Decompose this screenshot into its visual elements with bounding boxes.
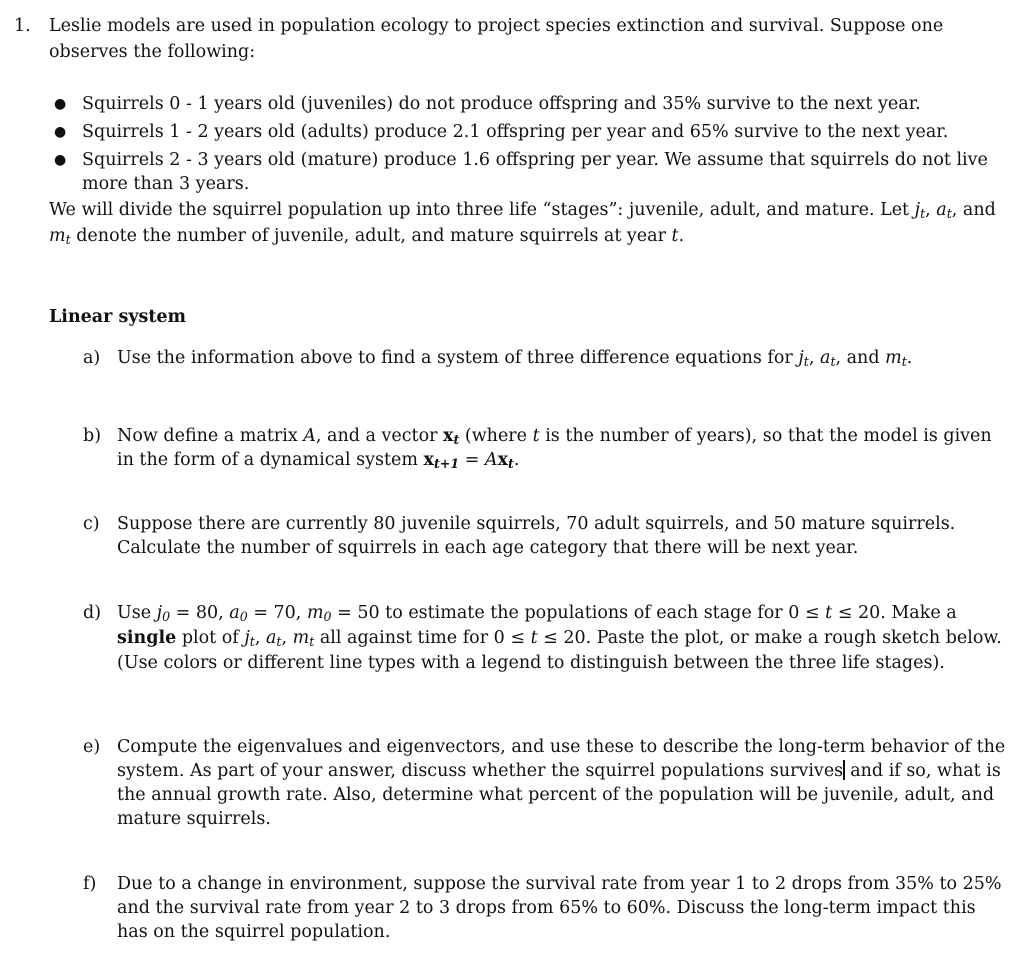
item-d-line-3: (Use colors or different line types with a legend to distinguish between the three life stages). bbox=[117, 653, 945, 673]
item-d-eq-2: = 70, bbox=[247, 603, 307, 623]
item-c-line-2: Calculate the number of squirrels in each age category that there will be next year. bbox=[117, 538, 859, 558]
problem-number: 1. bbox=[14, 16, 31, 36]
item-a-label: a) bbox=[83, 348, 101, 368]
item-d-eq-3: = 50 to estimate the populations of each stage for 0 ≤ bbox=[331, 603, 826, 623]
item-a-text: Use the information above to find a system of three difference equations for $j_t$, $a_t$, and $m_t$. bbox=[117, 348, 913, 370]
item-f-line-1: Due to a change in environment, suppose the survival rate from year 1 to 2 drops from 35% to 25% bbox=[117, 874, 1002, 894]
item-e-line-1: Compute the eigenvalues and eigenvectors, and use these to describe the long-term behavior of the bbox=[117, 737, 1006, 757]
section-heading: Linear system bbox=[49, 307, 187, 327]
intro-line-2: observes the following: bbox=[49, 42, 256, 62]
var-a-t: $a_t$ bbox=[265, 628, 282, 650]
item-b-line-1-pre: Now define a matrix bbox=[117, 426, 304, 446]
item-b-line-1-mid2: (where bbox=[459, 426, 533, 446]
var-m-t: $m_t$ bbox=[292, 628, 315, 650]
item-d-line-2-mid: all against time for 0 ≤ bbox=[314, 628, 531, 648]
item-d-eq-1: = 80, bbox=[170, 603, 230, 623]
item-c-label: c) bbox=[83, 514, 100, 534]
var-m-t: $m_t$ bbox=[49, 226, 71, 248]
item-d-single: single bbox=[117, 628, 177, 648]
item-b-line-2: in the form of a dynamical system $x_{t+1} = Ax_t$. bbox=[117, 450, 520, 472]
bullet-marker: ● bbox=[54, 152, 67, 168]
item-b-line-2-end: . bbox=[513, 450, 520, 470]
item-b-line-2-pre: in the form of a dynamical system bbox=[117, 450, 424, 470]
var-t: t bbox=[530, 628, 538, 648]
var-j-t: $j_t$ bbox=[914, 200, 926, 222]
bullet-mature-cont: more than 3 years. bbox=[82, 174, 250, 194]
item-b-line-1-post: is the number of years), so that the model is given bbox=[539, 426, 992, 446]
item-d-line-2: single plot of $j_t$, $a_t$, $m_t$ all against time for 0 ≤ t ≤ 20. Paste the plot, or make a rough sketch below. bbox=[117, 628, 1002, 650]
bullet-adults: Squirrels 1 - 2 years old (adults) produce 2.1 offspring per year and 65% survive to the next year. bbox=[82, 122, 949, 142]
item-a-text-pre: Use the information above to find a system of three difference equations for bbox=[117, 348, 799, 368]
var-t: t bbox=[671, 226, 679, 246]
bullet-mature: Squirrels 2 - 3 years old (mature) produce 1.6 offspring per year. We assume that squirrels do not live bbox=[82, 150, 988, 170]
item-e-line-2 bbox=[117, 759, 1001, 784]
item-d-label: d) bbox=[83, 603, 102, 623]
item-d-line-1-pre: Use bbox=[117, 603, 157, 623]
var-t: t bbox=[825, 603, 833, 623]
divide-line-2 bbox=[49, 224, 684, 249]
var-x-t: $x_t$ bbox=[443, 426, 460, 448]
item-f-line-2: and the survival rate from year 2 to 3 drops from 65% to 60%. Discuss the long-term impact this bbox=[117, 898, 976, 918]
item-d-line-2-post: ≤ 20. Paste the plot, or make a rough sketch below. bbox=[537, 628, 1002, 648]
item-e-line-2-post: and if so, what is bbox=[844, 761, 1001, 781]
item-e-line-4: mature squirrels. bbox=[117, 809, 271, 829]
var-A: A bbox=[484, 450, 498, 470]
divide-line-1: We will divide the squirrel population up into three life “stages”: juvenile, adult, and mature. Let $j_t$, $a_t$, and bbox=[49, 200, 996, 222]
bullet-juveniles: Squirrels 0 - 1 years old (juveniles) do not produce offspring and 35% survive to the next year. bbox=[82, 94, 921, 114]
item-d-line-1-post: ≤ 20. Make a bbox=[832, 603, 957, 623]
var-m-0: m0 bbox=[306, 603, 332, 625]
var-m-t: $m_t$ bbox=[885, 348, 907, 370]
var-a-t: $a_t$ bbox=[820, 348, 836, 370]
var-t: t bbox=[532, 426, 540, 446]
var-x-t-plus-1: $x_{t+1}$ bbox=[423, 450, 460, 472]
var-a-t: $a_t$ bbox=[936, 200, 952, 222]
item-a-end: . bbox=[906, 348, 913, 368]
item-a-and: , and bbox=[835, 348, 886, 368]
var-j-t: $j_t$ bbox=[244, 628, 255, 650]
bullet-marker: ● bbox=[54, 96, 67, 112]
item-e-line-3: the annual growth rate. Also, determine what percent of the population will be juvenile, adult, and bbox=[117, 785, 995, 805]
item-b-line-1-mid: , and a vector bbox=[315, 426, 444, 446]
divide-line-1-text: We will divide the squirrel population up into three life “stages”: juvenile, adult, and mature. Let bbox=[49, 200, 915, 220]
var-x-t: $x_t$ bbox=[497, 450, 514, 472]
item-e-line-2-pre: system. As part of your answer, discuss whether the squirrel populations survives bbox=[117, 761, 844, 781]
var-A: A bbox=[303, 426, 316, 446]
var-j-0: j0 bbox=[156, 603, 171, 625]
item-d-line-2-pre: plot of bbox=[176, 628, 245, 648]
item-d-line-1 bbox=[117, 601, 957, 626]
item-f-label: f) bbox=[83, 874, 97, 894]
item-f-line-3: has on the squirrel population. bbox=[117, 922, 391, 942]
item-b-label: b) bbox=[83, 426, 102, 446]
item-b-line-1 bbox=[117, 424, 992, 449]
divide-line-1-end: , and bbox=[951, 200, 996, 220]
item-c-line-1: Suppose there are currently 80 juvenile squirrels, 70 adult squirrels, and 50 mature squirrels. bbox=[117, 514, 956, 534]
bullet-marker: ● bbox=[54, 124, 67, 140]
item-e-label: e) bbox=[83, 737, 101, 757]
var-j-t: $j_t$ bbox=[798, 348, 809, 370]
divide-line-2-end: . bbox=[678, 226, 685, 246]
intro-line-1: Leslie models are used in population ecology to project species extinction and survival. Suppose one bbox=[49, 16, 944, 36]
divide-line-2-text: denote the number of juvenile, adult, and mature squirrels at year bbox=[70, 226, 672, 246]
var-a-0: a0 bbox=[229, 603, 248, 625]
